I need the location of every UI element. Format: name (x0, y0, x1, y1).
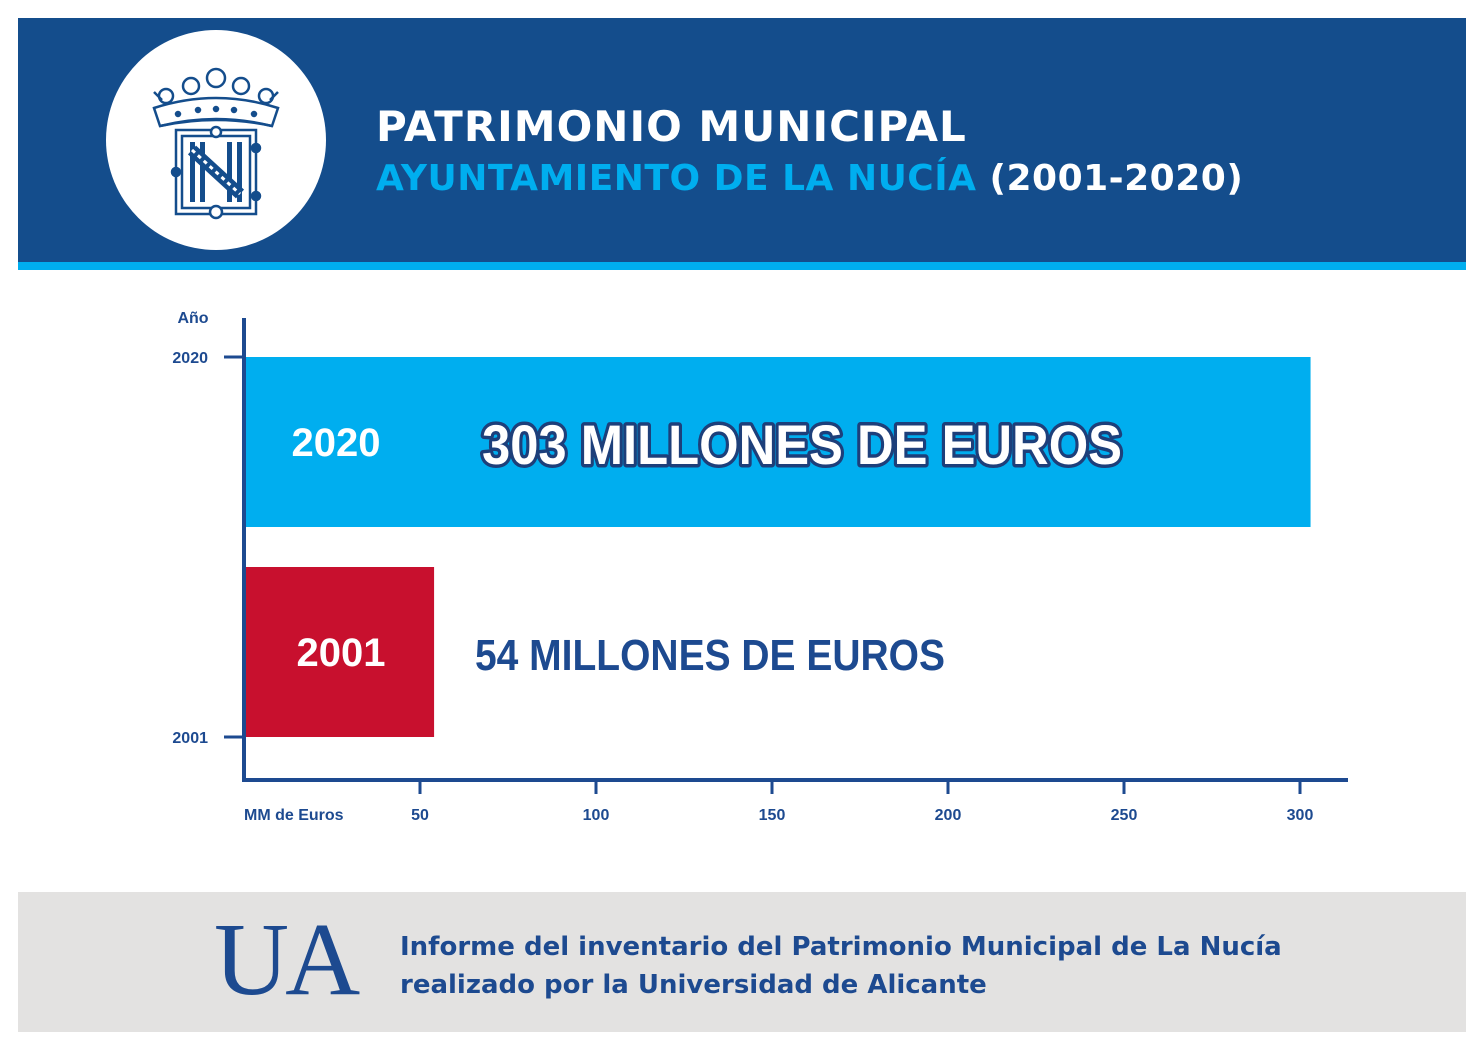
bar-label-2001: 2001 (296, 631, 386, 675)
y-tick-label-2020: 2020 (172, 350, 208, 367)
footer-credit-line2: realizado por la Universidad de Alicante (400, 970, 987, 1000)
x-tick-label-300: 300 (1286, 807, 1314, 824)
header-accent-stripe (18, 262, 1466, 270)
y-axis-label: Año (177, 310, 209, 327)
subtitle-years: (2001-2020) (989, 158, 1244, 199)
x-tick-label-100: 100 (582, 807, 610, 824)
value-label-2001: 54 MILLONES DE EUROS (475, 631, 945, 680)
ua-logo: UA (214, 902, 357, 1017)
page-subtitle (376, 158, 1243, 199)
value-label-2020: 303 MILLONES DE EUROS (482, 413, 1122, 476)
coat-of-arms-icon (106, 30, 326, 250)
footer-credit (400, 928, 1282, 1004)
x-tick-label-250: 250 (1110, 807, 1138, 824)
seal-badge (106, 30, 326, 250)
x-tick-label-50: 50 (411, 807, 429, 824)
patrimony-bar-chart (0, 290, 1484, 850)
x-axis-label: MM de Euros (244, 807, 344, 824)
bar-label-2020: 2020 (291, 421, 381, 465)
subtitle-municipality: AYUNTAMIENTO DE LA NUCÍA (376, 158, 977, 199)
x-tick-label-150: 150 (758, 807, 786, 824)
footer-panel (18, 892, 1466, 1032)
y-tick-label-2001: 2001 (172, 730, 208, 747)
x-tick-label-200: 200 (934, 807, 962, 824)
page-title: PATRIMONIO MUNICIPAL (376, 102, 967, 151)
footer-credit-line1: Informe del inventario del Patrimonio Municipal de La Nucía (400, 932, 1282, 962)
